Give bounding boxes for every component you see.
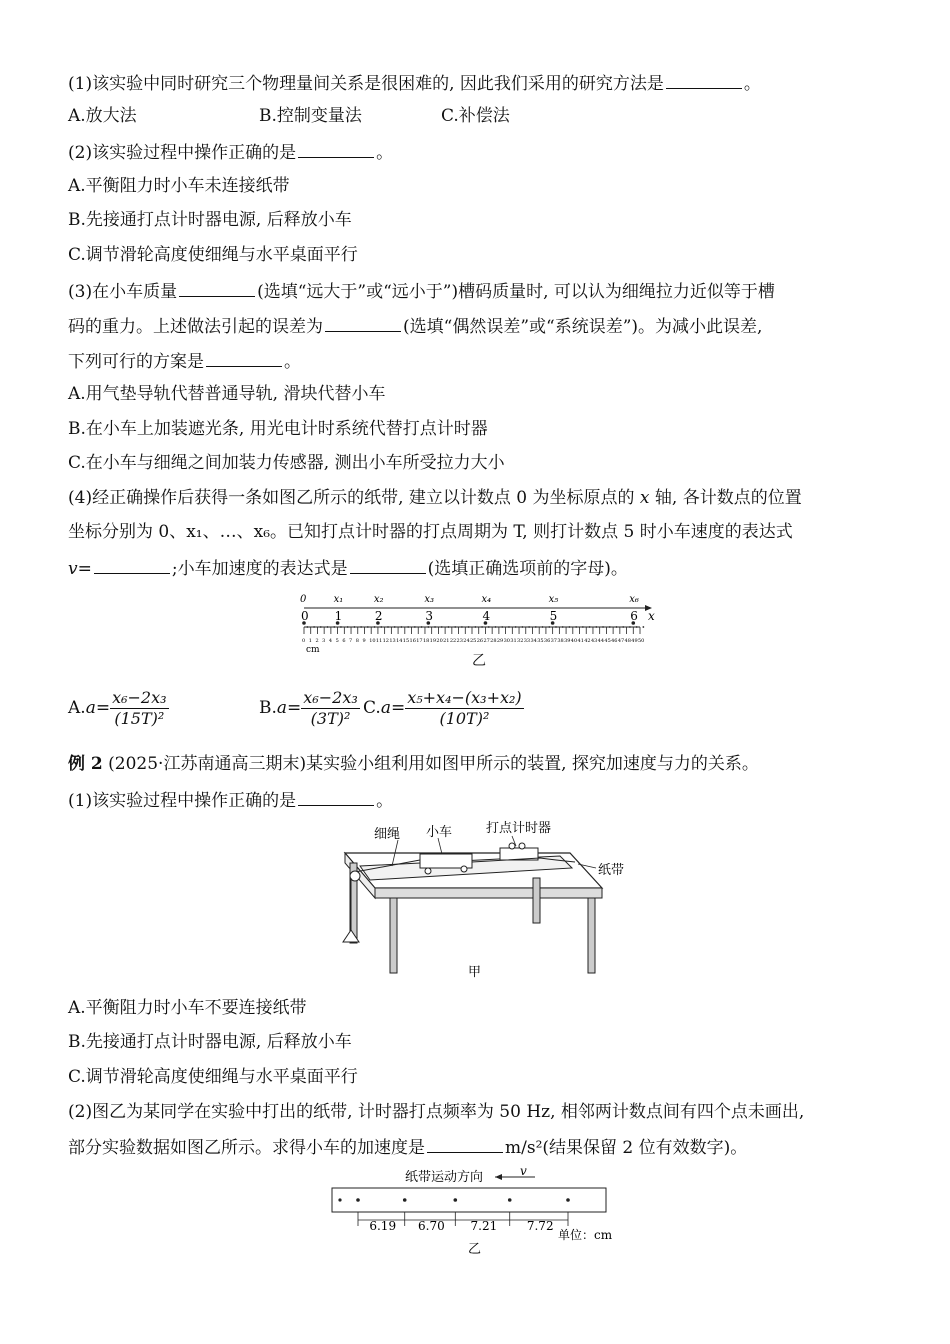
tape-dot: [354, 626, 356, 628]
ruler-tick-label: 0: [302, 638, 306, 644]
q4-option-c-prefix: C.: [363, 698, 381, 718]
tape-dot-extra: [338, 1198, 341, 1201]
count-point-label: 4: [482, 609, 491, 623]
tape-dot: [441, 626, 443, 628]
ruler-tick-label: 2: [315, 638, 319, 644]
tape-dot: [582, 626, 584, 628]
ruler-tick-label: 28: [490, 638, 497, 644]
ruler-tick-label: 45: [604, 638, 611, 644]
q4-option-a-prefix: A.: [68, 698, 86, 718]
ruler-tick-label: 44: [597, 638, 605, 644]
tape-dot: [481, 626, 483, 628]
q3-option-a: A.用气垫导轨代替普通导轨, 滑块代替小车: [68, 384, 386, 404]
tape-dot: [327, 626, 329, 628]
tape-count-dot: [508, 1198, 512, 1202]
tape-dot: [414, 626, 416, 628]
ruler-tick-label: 4: [328, 638, 333, 644]
ruler-tick-label: 1: [308, 638, 312, 644]
q4-line1: [68, 486, 802, 510]
count-point-label: 5: [549, 609, 558, 623]
paper-tape-strip: [332, 1188, 606, 1212]
tape-dot: [367, 626, 369, 628]
tape-figure-caption: 乙: [468, 1242, 482, 1256]
q4-option-a-eq: a=: [85, 698, 111, 718]
ex2-option-a: A.平衡阻力时小车不要连接纸带: [68, 998, 307, 1018]
q2-stem-text: (2)该实验过程中操作正确的是: [68, 143, 297, 163]
rope-label: 细绳: [374, 827, 401, 842]
q4-option-b-prefix: B.: [259, 698, 277, 718]
ruler-tick-label: 32: [517, 638, 524, 644]
tape-dot: [320, 626, 322, 628]
q4-l3-text-c: (选填正确选项前的字母)。: [427, 559, 628, 579]
ex2-option-c: C.调节滑轮高度使细绳与水平桌面平行: [68, 1067, 358, 1087]
q3-l2-text-b: (选填“偶然误差”或“系统误差”)。为减小此误差,: [403, 317, 763, 337]
ruler-tick-label: 17: [416, 638, 423, 644]
q3-blank-1[interactable]: [179, 278, 255, 297]
x-position-label: x₄: [481, 594, 492, 605]
ruler-tick-label: 8: [355, 638, 359, 644]
ex2-text: 某实验小组利用如图甲所示的装置, 探究加速度与力的关系。: [306, 754, 759, 774]
ruler-tick-label: 9: [362, 638, 366, 644]
tape-dot: [515, 626, 517, 628]
tape-dot: [569, 626, 571, 628]
tape-dot: [501, 626, 503, 628]
q3-blank-3[interactable]: [206, 348, 282, 367]
tape-dot: [306, 626, 308, 628]
tape-unit-label: 单位：cm: [558, 1228, 613, 1242]
tape-dot: [636, 626, 638, 628]
q1-option-c-wrap: [441, 104, 510, 128]
tape-dot: [602, 626, 604, 628]
ex2-q1-end: 。: [376, 791, 394, 811]
count-point-label: 1: [334, 609, 343, 623]
ruler-tick-label: 5: [335, 638, 339, 644]
ruler-tick-label: 48: [624, 638, 631, 644]
ruler-tick-label: 46: [611, 638, 618, 644]
tape-dot: [575, 626, 577, 628]
q4-option-c: [363, 688, 524, 729]
tape-dot: [488, 626, 490, 628]
tape-dot: [454, 626, 456, 628]
q3-l3-text-a: 下列可行的方案是: [68, 352, 204, 372]
q1-stem: [68, 70, 761, 96]
table-leg-2: [390, 898, 397, 973]
q4-option-c-numerator: x₅+x₄−(x₃+x₂): [407, 688, 522, 707]
tape-dot: [522, 626, 524, 628]
ruler-tick-label: 40: [570, 638, 578, 644]
tape-dot: [347, 626, 349, 628]
q3-option-c: C.在小车与细绳之间加装力传感器, 测出小车所受拉力大小: [68, 453, 505, 473]
ex2-source: (2025·江苏南通高三期末): [108, 754, 307, 774]
tape-count-dot: [454, 1198, 458, 1202]
q4-option-b-denominator: (3T)²: [310, 709, 351, 728]
q4-option-a-numerator: x₆−2x₃: [112, 688, 167, 707]
tape-direction-title: 纸带运动方向: [405, 1170, 484, 1185]
x-position-label: x₂: [373, 594, 384, 605]
timer-knob-1: [509, 843, 515, 849]
tape-dot: [434, 626, 436, 628]
ruler-tick-label: 41: [577, 638, 584, 644]
table-leg-3: [533, 878, 540, 923]
ruler-tick-label: 7: [349, 638, 353, 644]
tape-dot: [427, 626, 429, 628]
ruler-tick-label: 19: [429, 638, 437, 644]
tape-dot: [461, 626, 463, 628]
q2-option-b: B.先接通打点计时器电源, 后释放小车: [68, 210, 352, 230]
tape-dot: [589, 626, 591, 628]
x-position-label: x₅: [548, 594, 559, 605]
cart-wheel-2: [461, 866, 467, 872]
ruler-unit-label: cm: [306, 645, 320, 655]
q1-option-a: A.放大法: [68, 106, 137, 126]
ruler-tick-label: 12: [382, 638, 390, 644]
q4-option-c-denominator: (10T)²: [439, 709, 490, 728]
ruler-tick-label: 25: [470, 638, 477, 644]
tape-dot: [468, 626, 470, 628]
tape-dot: [642, 626, 644, 628]
tape-count-dot: [356, 1198, 360, 1202]
ruler-tick-label: 49: [631, 638, 638, 644]
tape-dot: [401, 626, 403, 628]
ruler-tick-label: 24: [463, 638, 470, 644]
x-position-label: x₁: [333, 594, 344, 605]
tape-dot: [555, 626, 557, 628]
q1-option-b-wrap: [259, 104, 362, 128]
q3-blank-2[interactable]: [325, 313, 401, 332]
q2-option-a: A.平衡阻力时小车未连接纸带: [68, 176, 290, 196]
x-position-label: x₆: [629, 594, 639, 605]
tape-dot: [380, 626, 382, 628]
q4-option-c-eq: a=: [380, 698, 406, 718]
ruler-tick-label: 39: [564, 638, 571, 644]
ruler-tick-label: 34: [530, 638, 537, 644]
ruler-tick-label: 16: [409, 638, 416, 644]
ex2-label: 例 2: [68, 754, 103, 774]
ruler-tick-label: 3: [322, 638, 326, 644]
q4-line3: [68, 555, 628, 581]
cart-label: 小车: [426, 825, 453, 840]
q1-options: [68, 104, 137, 128]
tape-dot: [313, 626, 315, 628]
timer-knob-2: [519, 843, 525, 849]
q4-option-c-fraction: [405, 688, 523, 729]
ruler-tick-label: 13: [389, 638, 396, 644]
ex2-option-b: B.先接通打点计时器电源, 后释放小车: [68, 1032, 352, 1052]
ex2-q2-line2: [68, 1134, 747, 1160]
ruler-tick-label: 31: [510, 638, 517, 644]
q1-option-b: B.控制变量法: [259, 106, 362, 126]
tape-distance-value: 6.70: [418, 1219, 445, 1233]
count-point-label: 2: [374, 609, 383, 623]
tape-dot: [562, 626, 564, 628]
q4-option-a-denominator: (15T)²: [114, 709, 165, 728]
velocity-label: v: [520, 1166, 527, 1178]
ruler-tick-label: 36: [543, 638, 551, 644]
tape-dot: [374, 626, 376, 628]
tape-dot: [609, 626, 611, 628]
q4-line2: 坐标分别为 0、x₁、…、x₆。已知打点计时器的打点周期为 T, 则打计数点 5 时小车速度的表达式: [68, 522, 793, 542]
ex2-q2-text-b: m/s²(结果保留 2 位有效数字)。: [505, 1138, 748, 1158]
tape-dot: [387, 626, 389, 628]
tape-dot: [340, 626, 342, 628]
q1-option-c: C.补偿法: [441, 106, 510, 126]
q4-l1-var: x: [639, 488, 650, 508]
ruler-tick-label: 30: [503, 638, 510, 644]
ruler-tick-label: 11: [375, 638, 383, 644]
ruler-tick-label: 29: [496, 638, 504, 644]
tape-dot: [548, 626, 550, 628]
x-position-label: 0: [300, 594, 307, 605]
ruler-tick-label: 23: [456, 638, 463, 644]
q4-option-b-numerator: x₆−2x₃: [303, 688, 358, 707]
ruler-tick-label: 33: [523, 638, 531, 644]
ruler-tick-label: 35: [537, 638, 544, 644]
q3-line2: [68, 313, 762, 339]
apparatus-caption: 甲: [468, 965, 482, 980]
ex2-q2-text-a: 部分实验数据如图乙所示。求得小车的加速度是: [68, 1138, 425, 1158]
tape-dot: [542, 626, 544, 628]
tape-dot: [421, 626, 423, 628]
q3-line1: [68, 278, 775, 304]
timer-label: 打点计时器: [486, 821, 552, 836]
ruler-tick-label: 14: [396, 638, 403, 644]
tape-dot: [629, 626, 631, 628]
q4-l3-text-b: ;小车加速度的表达式是: [171, 559, 348, 579]
q4-option-a: [68, 688, 169, 729]
ruler-tick-label: 47: [617, 638, 625, 644]
count-point-label: 3: [425, 609, 433, 623]
x-axis-label: x: [648, 609, 655, 623]
cart-wheel-1: [425, 868, 431, 874]
count-point-label: 6: [630, 609, 638, 623]
ex2-q2-line1: (2)图乙为某同学在实验中打出的纸带, 计时器打点频率为 50 Hz, 相邻两计数点间有四个点未画出,: [68, 1102, 805, 1122]
tape-label: 纸带: [598, 863, 625, 878]
tape-dot: [528, 626, 530, 628]
ex2-q2-blank[interactable]: [427, 1134, 503, 1153]
apparatus-figure: [330, 818, 630, 983]
ruler-tick-label: 18: [422, 638, 430, 644]
ruler-tick-label: 27: [483, 638, 490, 644]
tape-distance-value: 7.21: [470, 1219, 498, 1233]
table-edge: [375, 888, 602, 898]
q2-stem-end: 。: [376, 143, 394, 163]
tape-distance-figure: [330, 1166, 630, 1256]
ex2-q1: [68, 787, 393, 813]
ruler-group: [300, 594, 655, 655]
q3-option-b: B.在小车上加装遮光条, 用光电计时系统代替打点计时器: [68, 419, 488, 439]
q1-stem-end: 。: [743, 74, 761, 94]
tape-dot: [622, 626, 624, 628]
q4-l1-text-b: 轴, 各计数点的位置: [649, 488, 802, 508]
tape-count-dot: [566, 1198, 570, 1202]
q4-l1-text-a: (4)经正确操作后获得一条如图乙所示的纸带, 建立以计数点 0 为坐标原点的: [68, 488, 640, 508]
x-position-label: x₃: [424, 594, 434, 605]
count-point-label: 0: [301, 609, 309, 623]
ruler-tick-label: 37: [550, 638, 558, 644]
tape-dot: [508, 626, 510, 628]
ex2-header: [68, 752, 759, 776]
q4-blank-1[interactable]: [94, 555, 170, 574]
q4-option-b-fraction: [301, 688, 359, 729]
q4-blank-2[interactable]: [350, 555, 426, 574]
q4-option-b-eq: a=: [276, 698, 302, 718]
tape-dot: [535, 626, 537, 628]
q3-l1-text-b: (选填“远大于”或“远小于”)槽码质量时, 可以认为细绳拉力近似等于槽: [257, 282, 775, 302]
q1-answer-blank[interactable]: [666, 70, 742, 89]
ex2-q1-text: (1)该实验过程中操作正确的是: [68, 791, 297, 811]
tape-distance-value: 6.19: [369, 1219, 397, 1233]
tape-dot: [474, 626, 476, 628]
q2-stem: [68, 139, 393, 165]
q4-option-a-fraction: [110, 688, 168, 729]
q3-l3-text-b: 。: [284, 352, 301, 372]
ruler-tick-label: 26: [476, 638, 484, 644]
ruler-figure-caption: 乙: [472, 653, 486, 669]
q2-option-c: C.调节滑轮高度使细绳与水平桌面平行: [68, 245, 358, 265]
ruler-tick-label: 43: [590, 638, 598, 644]
tape-dot: [616, 626, 618, 628]
tape-dot: [407, 626, 409, 628]
table-leg-4: [588, 898, 595, 973]
q3-l2-text-a: 码的重力。上述做法引起的误差为: [68, 317, 323, 337]
q4-option-b: [259, 688, 360, 729]
q2-answer-blank[interactable]: [298, 139, 374, 158]
q4-l3-text-a: v=: [68, 559, 92, 579]
cart-label-leader: [438, 838, 442, 854]
q1-stem-text: (1)该实验中同时研究三个物理量间关系是很困难的, 因此我们采用的研究方法是: [68, 74, 664, 94]
tape-dot: [333, 626, 335, 628]
ruler-tick-label: 38: [557, 638, 564, 644]
ruler-tick-label: 10: [369, 638, 376, 644]
direction-arrow-head: [495, 1174, 502, 1180]
ruler-tick-label: 22: [449, 638, 457, 644]
tape-dot: [394, 626, 396, 628]
ruler-tick-label: 21: [443, 638, 450, 644]
q3-l1-text-a: (3)在小车质量: [68, 282, 178, 302]
tape-dot: [495, 626, 497, 628]
ex2-q1-blank[interactable]: [298, 787, 374, 806]
tape-count-dot: [403, 1198, 407, 1202]
ruler-tick-label: 6: [342, 638, 346, 644]
ruler-tick-label: 15: [402, 638, 410, 644]
ruler-tick-label: 20: [436, 638, 443, 644]
tape-dot: [595, 626, 597, 628]
ruler-tick-label: 50: [638, 638, 645, 644]
ruler-tick-label: 42: [584, 638, 591, 644]
tape-distance-value: 7.72: [526, 1219, 554, 1233]
tape-dot: [448, 626, 450, 628]
tape-dot: [360, 626, 362, 628]
q3-line3: [68, 348, 301, 374]
